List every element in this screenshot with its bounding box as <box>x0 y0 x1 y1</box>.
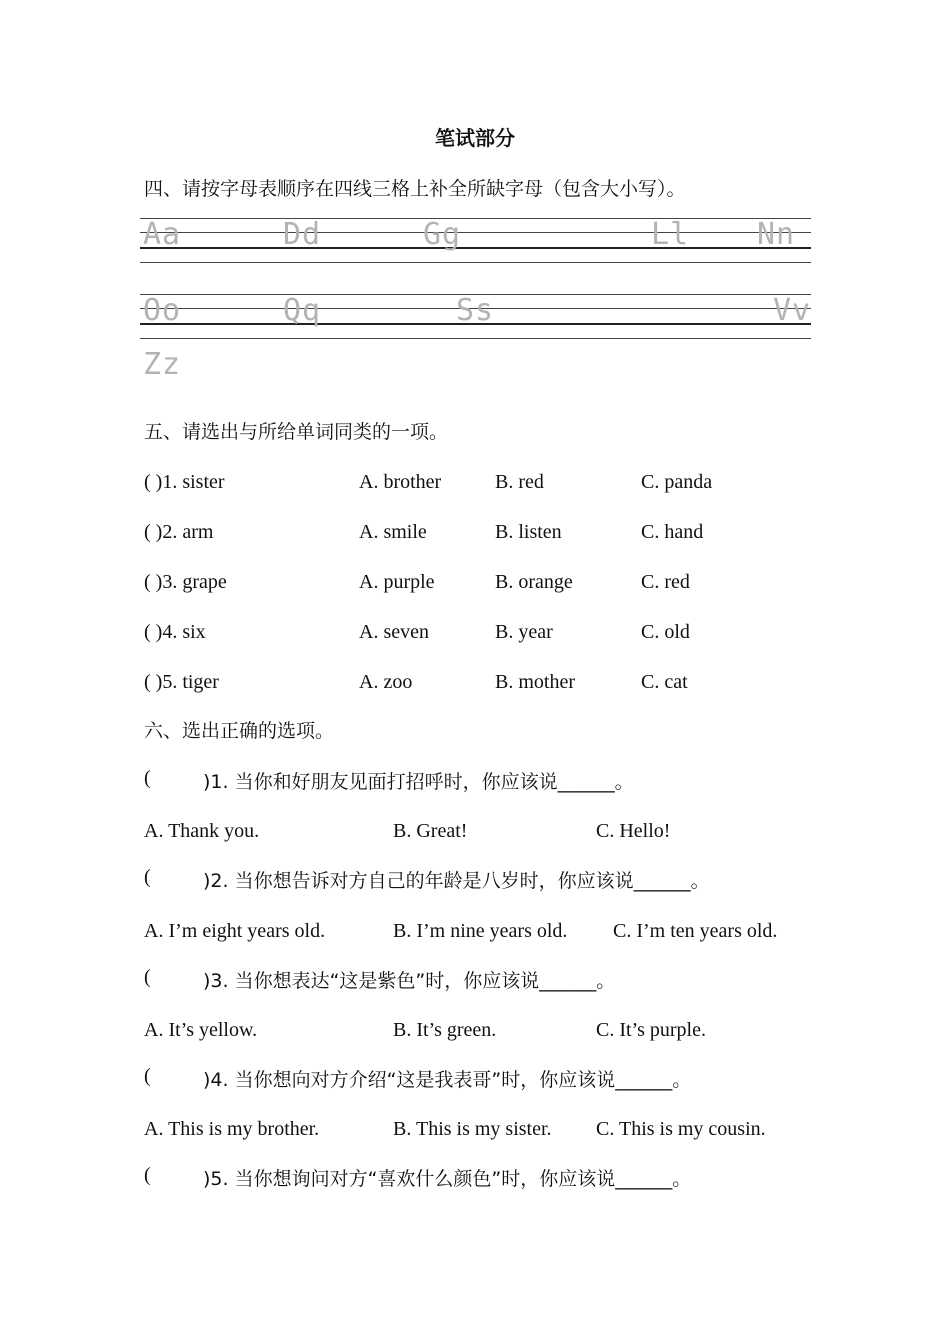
option-a: A. zoo <box>359 671 413 693</box>
option-c: C. This is my cousin. <box>596 1118 766 1140</box>
grid-line <box>140 262 811 263</box>
letter-pair: Qq <box>283 293 322 328</box>
option-a: A. smile <box>359 521 427 543</box>
option-b: B. year <box>495 621 553 643</box>
grid-line <box>140 218 811 219</box>
answer-paren: ( <box>144 1164 151 1186</box>
question-stem: )2. 当你想告诉对方自己的年龄是八岁时，你应该说______。 <box>203 870 710 892</box>
answer-paren: ( <box>144 966 151 988</box>
option-b: B. listen <box>495 521 562 543</box>
letter-pair: Vv <box>773 293 812 328</box>
option-a: A. Thank you. <box>144 820 260 842</box>
answer-paren: ( <box>144 767 151 789</box>
answer-paren: ( <box>144 1065 151 1087</box>
option-c: C. It’s purple. <box>596 1019 706 1041</box>
grid-line <box>140 338 811 339</box>
option-b: B. I’m nine years old. <box>393 920 568 942</box>
letter-grid-row2 <box>140 294 811 340</box>
option-c: C. Hello! <box>596 820 671 842</box>
option-c: C. old <box>641 621 690 643</box>
letter-pair: Zz <box>143 347 182 382</box>
letter-pair: Dd <box>283 217 322 252</box>
section5-heading: 五、请选出与所给单词同类的一项。 <box>144 421 449 443</box>
option-a: A. purple <box>359 571 435 593</box>
section6-heading: 六、选出正确的选项。 <box>144 720 335 742</box>
question-stem: )5. 当你想询问对方“喜欢什么颜色”时，你应该说______。 <box>203 1168 692 1190</box>
question-stem: )1. 当你和好朋友见面打招呼时，你应该说______。 <box>203 771 634 793</box>
option-b: B. This is my sister. <box>393 1118 552 1140</box>
letter-pair: Aa <box>143 217 182 252</box>
question-stem: )4. 当你想向对方介绍“这是我表哥”时，你应该说______。 <box>203 1069 692 1091</box>
question-stem: ( )2. arm <box>144 521 214 543</box>
option-b: B. Great! <box>393 820 468 842</box>
option-c: C. cat <box>641 671 688 693</box>
option-b: B. orange <box>495 571 573 593</box>
question-stem: ( )5. tiger <box>144 671 219 693</box>
grid-baseline <box>140 247 811 249</box>
letter-pair: Ll <box>651 217 690 252</box>
grid-line <box>140 232 811 233</box>
letter-pair: Ss <box>456 293 495 328</box>
option-a: A. brother <box>359 471 442 493</box>
answer-paren: ( <box>144 866 151 888</box>
question-stem: )3. 当你想表达“这是紫色”时，你应该说______。 <box>203 970 616 992</box>
option-b: B. mother <box>495 671 575 693</box>
option-a: A. This is my brother. <box>144 1118 320 1140</box>
option-c: C. I’m ten years old. <box>613 920 778 942</box>
option-c: C. hand <box>641 521 704 543</box>
option-b: B. It’s green. <box>393 1019 497 1041</box>
section4-heading: 四、请按字母表顺序在四线三格上补全所缺字母（包含大小写）。 <box>144 178 686 200</box>
option-a: A. I’m eight years old. <box>144 920 326 942</box>
page-title: 笔试部分 <box>435 128 515 150</box>
question-stem: ( )1. sister <box>144 471 225 493</box>
letter-grid-row1 <box>140 218 811 264</box>
option-c: C. red <box>641 571 690 593</box>
option-b: B. red <box>495 471 544 493</box>
letter-pair: Gg <box>423 217 462 252</box>
letter-pair: Oo <box>143 293 182 328</box>
option-c: C. panda <box>641 471 713 493</box>
option-a: A. seven <box>359 621 429 643</box>
question-stem: ( )4. six <box>144 621 206 643</box>
question-stem: ( )3. grape <box>144 571 227 593</box>
option-a: A. It’s yellow. <box>144 1019 258 1041</box>
letter-pair: Nn <box>757 217 796 252</box>
